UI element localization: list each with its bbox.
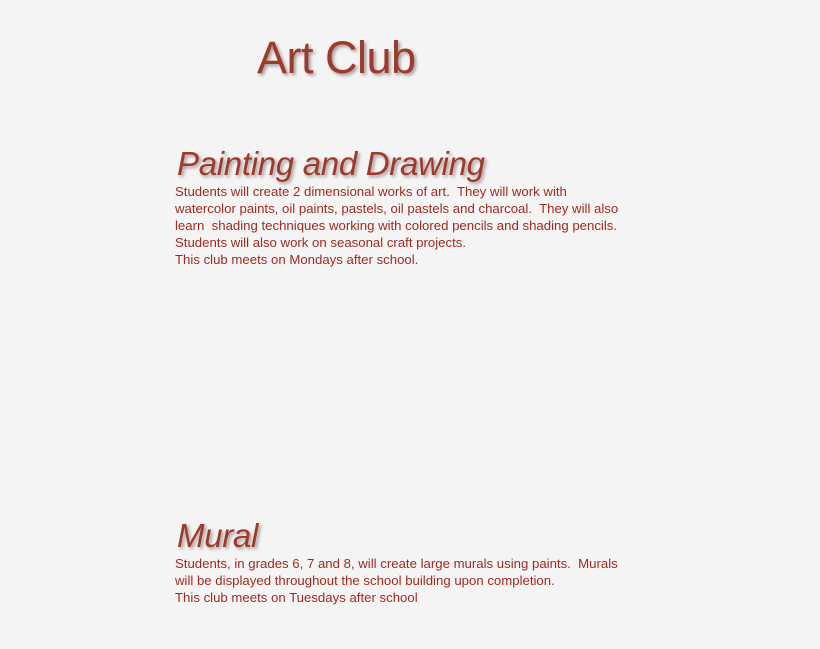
description-line: Students, in grades 6, 7 and 8, will create large murals using paints. Murals (175, 555, 618, 571)
meeting-day-line: This club meets on Mondays after school. (175, 251, 419, 267)
meeting-day-line: This club meets on Tuesdays after school (175, 589, 418, 605)
description-line: learn shading techniques working with colored pencils and shading pencils. (175, 217, 618, 233)
description-line: will be displayed throughout the school building upon completion. (175, 572, 555, 588)
section-heading: Mural (177, 517, 259, 554)
description-line: watercolor paints, oil paints, pastels, oil pastels and charcoal. They will also (175, 200, 619, 216)
section-description (175, 183, 695, 268)
section-heading: Painting and Drawing (177, 145, 485, 182)
page-title: Art Club (257, 32, 416, 83)
description-line: Students will also work on seasonal craft projects. (175, 234, 466, 250)
section-painting-and-drawing (175, 145, 695, 268)
description-line: Students will create 2 dimensional works of art. They will work with (175, 183, 567, 199)
section-description (175, 555, 695, 606)
section-mural (175, 517, 695, 606)
